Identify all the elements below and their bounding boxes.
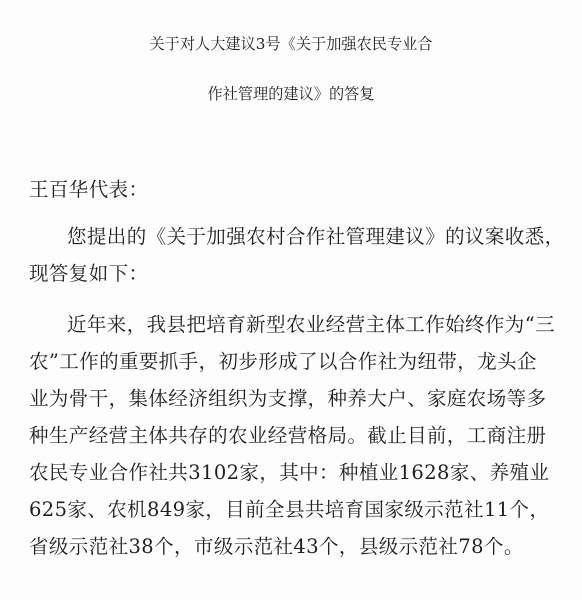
paragraph-2-line-7: 省级示范社38个，市级示范社43个，县级示范社78个。 xyxy=(29,535,524,558)
paragraph-2-line-5: 农民专业合作社共3102家，其中：种植业1628家、养殖业 xyxy=(29,461,550,484)
paragraph-2-line-6: 625家、农机849家，目前全县共培育国家级示范社11个， xyxy=(29,498,550,521)
paragraph-2-line-4: 种生产经营主体共存的农业经营格局。截止目前，工商注册 xyxy=(29,424,547,447)
paragraph-2-line-2: 农”工作的重要抓手，初步形成了以合作社为纽带，龙头企 xyxy=(29,350,537,373)
paragraph-1-line-2: 现答复如下： xyxy=(29,262,149,285)
document-title-line-1: 关于对人大建议3号《关于加强农民专业合 xyxy=(149,35,433,53)
salutation: 王百华代表： xyxy=(29,178,149,201)
document-title-line-2: 作社管理的建议》的答复 xyxy=(207,85,375,103)
paragraph-2-line-3: 业为骨干，集体经济组织为支撑，种养大户、家庭农场等多 xyxy=(29,387,547,410)
paragraph-1-line-1: 您提出的《关于加强农村合作社管理建议》的议案收悉， xyxy=(67,225,565,248)
paragraph-2-line-1: 近年来，我县把培育新型农业经营主体工作始终作为“三 xyxy=(67,313,555,336)
